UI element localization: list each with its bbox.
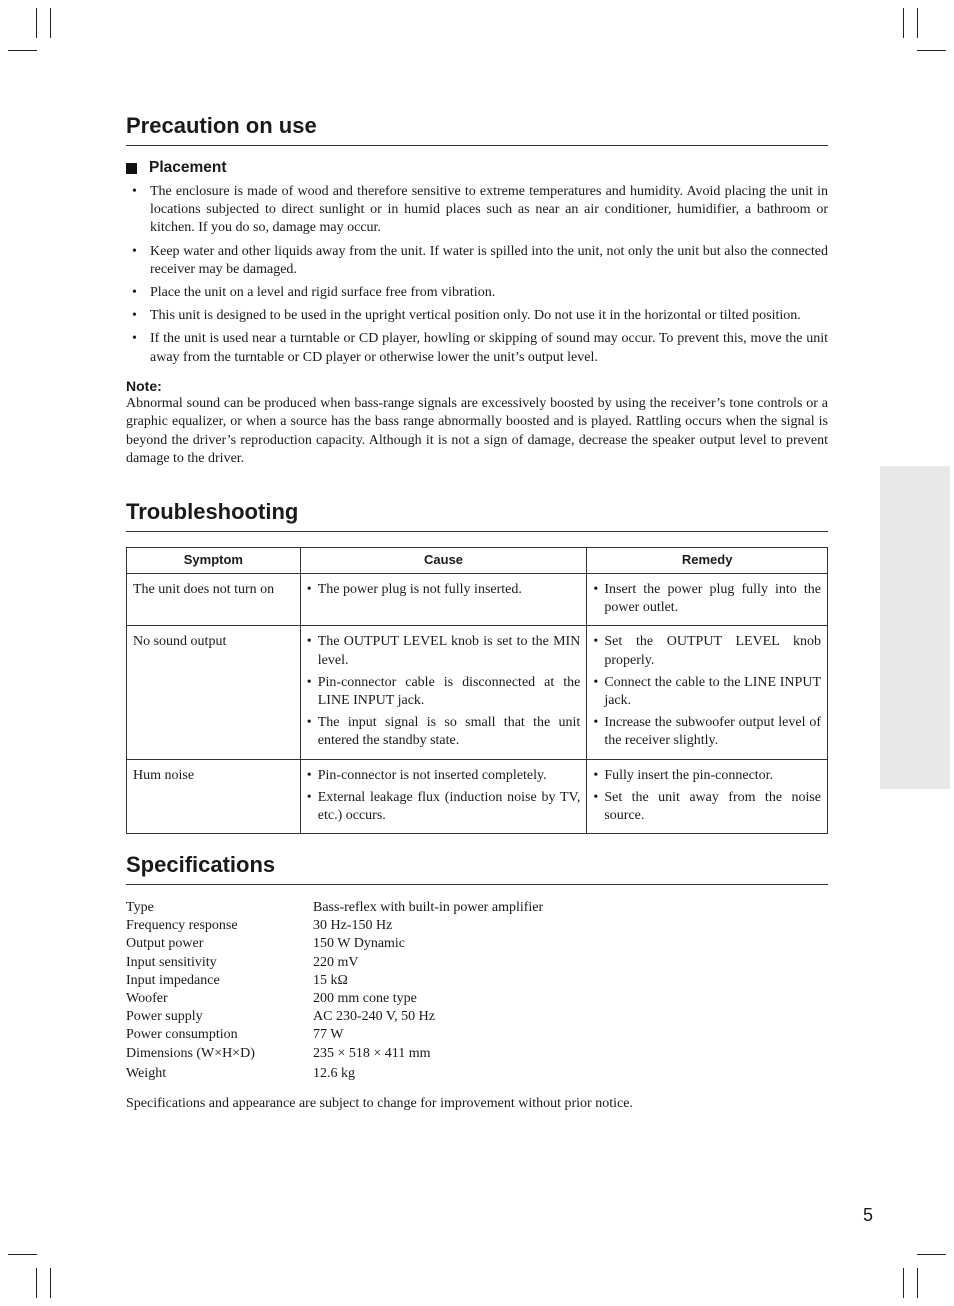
symptom-cell: Hum noise (127, 759, 301, 834)
list-item: • The enclosure is made of wood and therefore sensitive to extreme temperatures and humidity. Avoid placing the unit in locations subjected to direct sunlight or in humid places such as near an air conditioner, humidifier, a bathroom or kitchen. If you do so, damage may occur. (126, 183, 828, 238)
table-row (127, 574, 828, 626)
spec-row (126, 1045, 543, 1065)
remedy-item: • Connect the cable to the LINE INPUT jack. (593, 674, 821, 710)
crop-mark (917, 1268, 918, 1298)
cause-item: • The OUTPUT LEVEL knob is set to the MIN level. (307, 633, 581, 669)
list-item: • Keep water and other liquids away from the unit. If water is spilled into the unit, not only the unit but also the connected receiver may be damaged. (126, 243, 828, 279)
note-text: Abnormal sound can be produced when bass-range signals are excessively boosted by using the receiver’s tone controls or a graphic equalizer, or when a source has the bass range abnormally boosted and is played. Rattling occurs when the signal is beyond the driver’s reproduction capacity. Although it is not a sign of damage, decrease the speaker output level to prevent damage to the driver. (126, 396, 828, 466)
crop-mark (917, 1254, 946, 1255)
specifications-title: Specifications (126, 852, 828, 885)
symptom-cell: No sound output (127, 626, 301, 759)
spec-row (126, 990, 543, 1008)
spec-value: 220 mV (313, 954, 359, 970)
cause-item: • The input signal is so small that the unit entered the standby state. (307, 714, 581, 750)
spec-label: Input impedance (126, 972, 220, 988)
list-item: • Place the unit on a level and rigid surface free from vibration. (126, 284, 828, 302)
remedy-item: • Fully insert the pin-connector. (593, 767, 821, 785)
remedy-cell (587, 574, 828, 626)
spec-value: 200 mm cone type (313, 990, 417, 1006)
spec-value: 77 W (313, 1027, 344, 1043)
cause-cell (300, 759, 587, 834)
spec-value: AC 230-240 V, 50 Hz (313, 1009, 435, 1025)
crop-mark (8, 1254, 37, 1255)
spec-label: Dimensions (W×H×D) (126, 1045, 255, 1061)
spec-label: Input sensitivity (126, 954, 217, 970)
list-item: • This unit is designed to be used in the upright vertical position only. Do not use it in the horizontal or tilted position. (126, 307, 828, 325)
crop-mark (50, 8, 51, 38)
specifications-list (126, 899, 543, 1083)
spec-label: Power supply (126, 1009, 203, 1025)
crop-mark (36, 8, 37, 38)
remedy-cell (587, 626, 828, 759)
spec-row (126, 899, 543, 917)
page-number: 5 (863, 1205, 874, 1225)
remedy-item: • Insert the power plug fully into the power outlet. (593, 581, 821, 617)
precaution-title: Precaution on use (126, 113, 828, 146)
spec-row (126, 1065, 543, 1083)
spec-row (126, 917, 543, 935)
table-header-row (127, 548, 828, 574)
spec-value: 150 W Dynamic (313, 936, 406, 952)
spec-row (126, 972, 543, 990)
crop-mark (8, 50, 37, 51)
spec-value: Bass-reflex with built-in power amplifier (313, 900, 544, 915)
placement-list (126, 183, 828, 372)
cause-item: • Pin-connector is not inserted completely. (307, 767, 581, 785)
placement-heading (126, 159, 227, 177)
specifications-footnote: Specifications and appearance are subject to change for improvement without prior notice. (126, 1096, 633, 1111)
spec-row (126, 1008, 543, 1026)
spec-label: Woofer (126, 990, 168, 1006)
spec-label: Type (126, 900, 154, 915)
spec-label: Frequency response (126, 918, 238, 934)
cause-item: • External leakage flux (induction noise by TV, etc.) occurs. (307, 789, 581, 825)
spec-label: Power consumption (126, 1027, 238, 1043)
spec-value: 12.6 kg (313, 1065, 355, 1081)
crop-mark (50, 1268, 51, 1298)
table-row (127, 759, 828, 834)
cause-cell (300, 574, 587, 626)
troubleshooting-table (126, 547, 828, 834)
remedy-item: • Set the unit away from the noise source. (593, 789, 821, 825)
remedy-cell (587, 759, 828, 834)
crop-mark (903, 8, 904, 38)
spec-label: Output power (126, 936, 204, 952)
crop-mark (36, 1268, 37, 1298)
spec-label: Weight (126, 1065, 167, 1081)
remedy-header: Remedy (587, 548, 828, 574)
note-heading: Note: (126, 378, 162, 394)
spec-value: 30 Hz-150 Hz (313, 918, 393, 934)
list-item: • If the unit is used near a turntable or CD player, howling or skipping of sound may occur. To prevent this, move the unit away from the turntable or CD player or otherwise lower the unit’s output level. (126, 330, 828, 366)
cause-cell (300, 626, 587, 759)
troubleshooting-title: Troubleshooting (126, 499, 828, 532)
table-row (127, 626, 828, 759)
crop-mark (917, 8, 918, 38)
remedy-item: • Set the OUTPUT LEVEL knob properly. (593, 633, 821, 669)
symptom-cell: The unit does not turn on (127, 574, 301, 626)
cause-item: • Pin-connector cable is disconnected at the LINE INPUT jack. (307, 674, 581, 710)
symptom-header: Symptom (127, 548, 301, 574)
cause-item: • The power plug is not fully inserted. (307, 581, 581, 599)
remedy-item: • Increase the subwoofer output level of the receiver slightly. (593, 714, 821, 750)
placement-heading-text: Placement (149, 159, 227, 176)
spec-value: 235 × 518 × 411 mm (313, 1045, 431, 1061)
square-bullet-icon (126, 163, 137, 174)
crop-mark (903, 1268, 904, 1298)
side-tab (880, 466, 950, 789)
spec-row (126, 1026, 543, 1044)
spec-row (126, 935, 543, 953)
crop-mark (917, 50, 946, 51)
cause-header: Cause (300, 548, 587, 574)
spec-value: 15 kΩ (313, 972, 348, 988)
spec-row (126, 954, 543, 972)
